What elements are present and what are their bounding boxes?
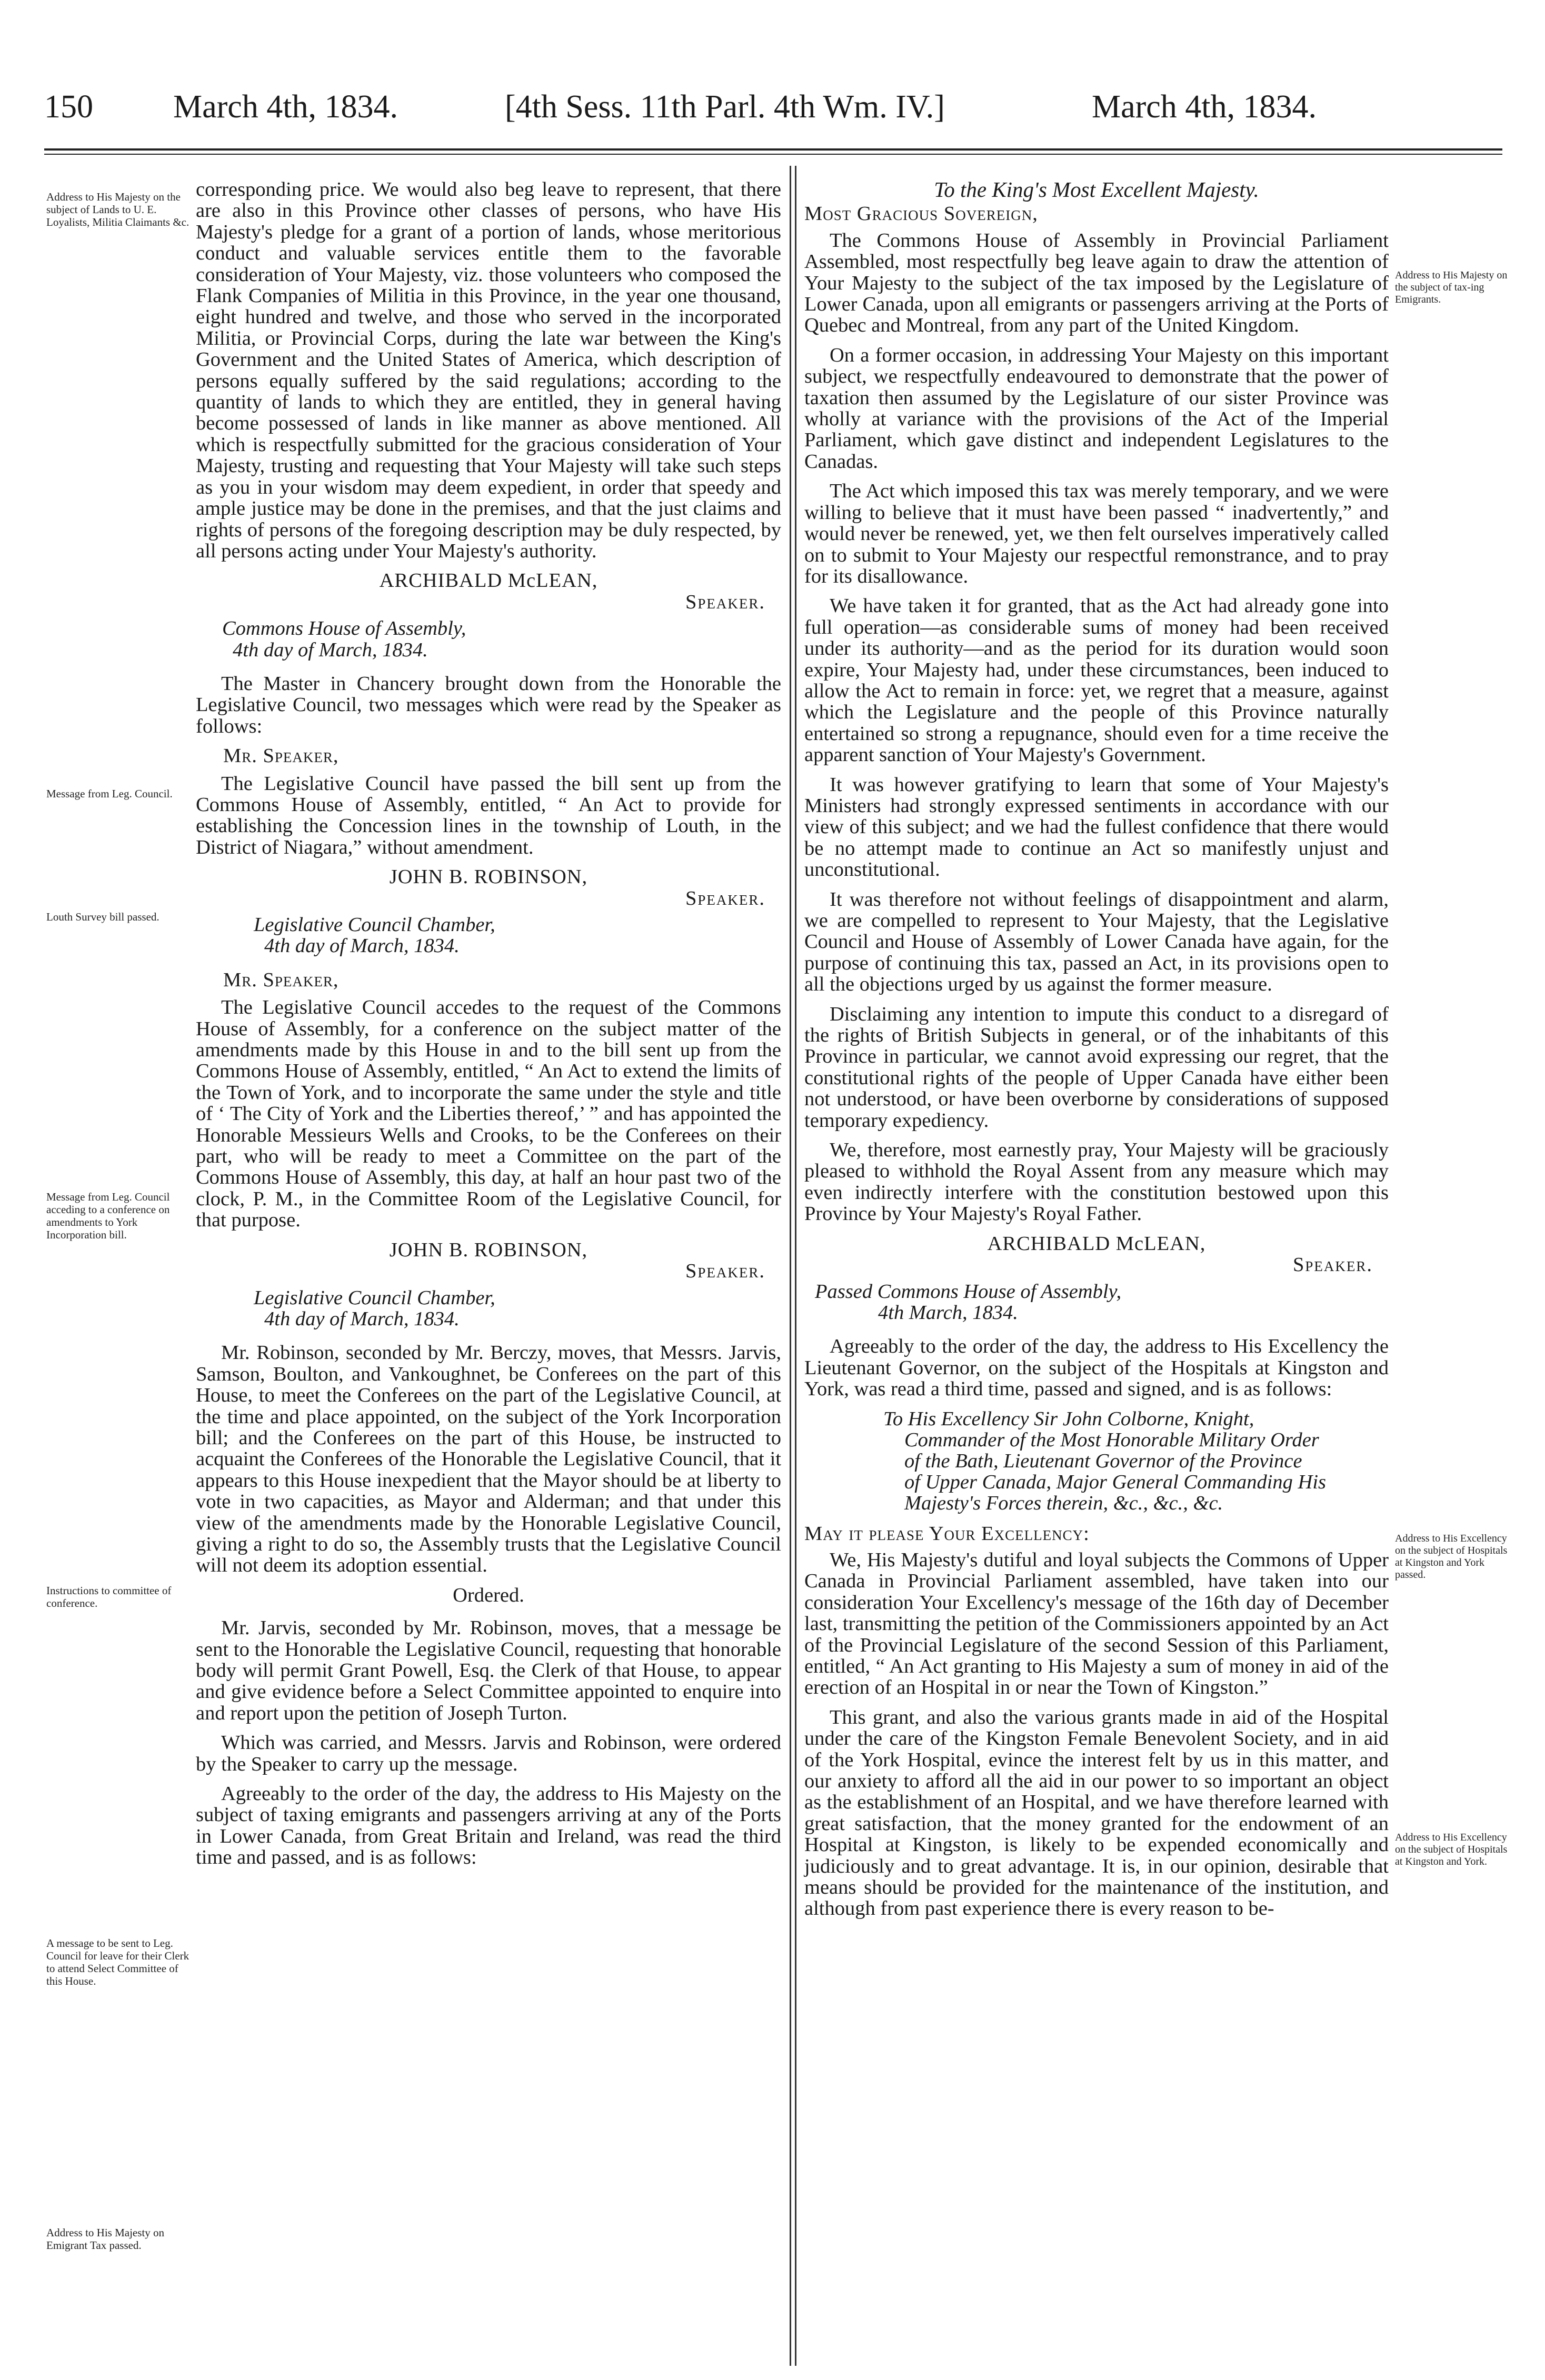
paragraph-former-occasion: On a former occasion, in addressing Your Majesty on this important subject, we respectfully endeavoured to demonstrate that the power of taxation then assumed by the Legislature of our sister Province was wholly at variance with the provisions of the Act of the Imperial Parliament, which gave distinct and independent Legislatures to the Canadas. [804,344,1389,473]
header-date-left: March 4th, 1834. [173,89,398,125]
excellency-line: of the Bath, Lieutenant Governor of the Province [904,1449,1302,1472]
paragraph-pray: We, therefore, most earnestly pray, Your Majesty will be graciously pleased to withhold the Royal Assent from any measure which may even indirectly interfere with the constitution bestowed upon this Province by Your Majesty's Royal Father. [804,1139,1389,1225]
margin-note-instructions: Instructions to committee of conference. [46,1584,172,1609]
paragraph-taken-for-granted: We have taken it for granted, that as the Act had already gone into full operation—as considerable sums of money had been received under its authority—and as the period for its duration would soon expire, Your Majesty had, under these circumstances, been induced to allow the Act to remain in force: yet, we regret that a measure, against which the Legislature and the people of this Province naturally entertained so strong a repugnance, should even for a time receive the apparent sanction of Your Majesty's Government. [804,595,1389,766]
ordered-label: Ordered. [453,1584,524,1606]
column-divider-left [790,166,791,2366]
excellency-line: Majesty's Forces therein, &c., &c., &c. [904,1492,1223,1514]
margin-note-louth-survey: Louth Survey bill passed. [46,911,160,923]
dateline-council [196,1287,781,1330]
paragraph-gratifying: It was however gratifying to learn that some of Your Majesty's Ministers had strongly expressed sentiments in accordance with our view of this subject; and we had the fullest confidence that there would be no attempt made to continue an Act so manifestly unjust and unconstitutional. [804,773,1389,881]
dateline-line: Legislative Council Chamber, [254,914,495,936]
paragraph-tax-intro: The Commons House of Assembly in Provincial Parliament Assembled, most respectfully beg leave again to draw the attention of Your Majesty to the subject of the tax imposed by the Legislature of Lower Canada, upon all emigrants or passengers arriving at the Ports of Quebec and Montreal, from any part of the United Kingdom. [804,229,1389,337]
signature-title: Speaker. [685,591,765,613]
salutation-excellency: May it please Your Excellency: [804,1522,1090,1545]
paragraph-disappointment: It was therefore not without feelings of disappointment and alarm, we are compelled to represent to Your Majesty, that the Legislative Council and House of Assembly of Lower Canada have again, for the purpose of continuing this tax, passed an Act, in its provisions open to all the objections urged by us against the former measure. [804,888,1389,996]
salutation-sovereign: Most Gracious Sovereign, [804,203,1038,225]
paragraph-emigrant-address: Agreeably to the order of the day, the address to His Majesty on the subject of taxing emigrants and passengers arriving at any of the Ports in Lower Canada, from Great Britain and Ireland, was read the third time and passed, and is as follows: [196,1783,781,1869]
right-column [804,179,1389,1928]
paragraph-carried: Which was carried, and Messrs. Jarvis and Robinson, were ordered by the Speaker to carry up the message. [196,1732,781,1775]
address-title-excellency [883,1408,1389,1514]
paragraph-disclaiming: Disclaiming any intention to impute this conduct to a disregard of the rights of British Subjects in general, or of the inhabitants of this Province in particular, we cannot avoid expressing our regret, that the constitutional rights of the people of Upper Canada have either been not understood, or have been overborne by considerations of supposed temporary expediency. [804,1003,1389,1132]
paragraph-louth-bill: The Legislative Council have passed the bill sent up from the Commons House of Assembly, entitled, “ An Act to provide for establishing the Concession lines in the township of Louth, in the District of Niagara,” without amendment. [196,772,781,858]
dateline-line: Legislative Council Chamber, [254,1286,495,1309]
signature-mclean: ARCHIBALD McLEAN, [379,569,598,592]
paragraph-clerk-message: Mr. Jarvis, seconded by Mr. Robinson, moves, that a message be sent to the Honorable the Legislative Council, requesting that honorable body will permit Grant Powell, Esq. the Clerk of that House, to appear and give evidence before a Select Committee appointed to enquire into and report upon the petition of Joseph Turton. [196,1617,781,1724]
salutation-mr-speaker: Mr. Speaker, [223,968,339,991]
signature-robinson: JOHN B. ROBINSON, [389,866,588,888]
dateline-line: 4th day of March, 1834. [264,935,460,957]
margin-note-hospitals: Address to His Excellency on the subject of Hospitals at Kingston and York. [1395,1832,1508,1867]
dateline-passed [804,1281,1389,1324]
signature-mclean: ARCHIBALD McLEAN, [987,1232,1206,1255]
dateline-council [196,914,781,957]
dateline-line: 4th day of March, 1834. [233,638,428,661]
dateline-commons [196,618,781,661]
paragraph-hospital-address: Agreeably to the order of the day, the address to His Excellency the Lieutenant Governor, on the subject of the Hospitals at Kingston and York, was read a third time, passed and signed, and is as follows: [804,1335,1389,1401]
excellency-line: Commander of the Most Honorable Military Order [904,1428,1319,1451]
margin-note-york-conference: Message from Leg. Council acceding to a conference on amendments to York Incorporation bill. [46,1191,170,1241]
header-rule-thin [44,154,1502,155]
paragraph-dutiful-subjects: We, His Majesty's dutiful and loyal subjects the Commons of Upper Canada in Provincial Parliament assembled, have taken into our consideration Your Excellency's message of the 16th day of December last, transmitting the petition of the Commissioners appointed by an Act of the Provincial Legislature of the second Session of this Parliament, entitled, “ An Act granting to His Majesty a sum of money in aid of the erection of an Hospital in or near the Town of Kingston.” [804,1548,1389,1699]
header-date-right: March 4th, 1834. [1092,89,1317,125]
dateline-line: 4th day of March, 1834. [264,1307,460,1330]
salutation-mr-speaker: Mr. Speaker, [223,745,339,767]
dateline-line: Passed Commons House of Assembly, [815,1280,1122,1303]
margin-note-loyalists: Address to His Majesty on the subject of Lands to U. E. Loyalists, Militia Claimants &c. [46,191,190,228]
signature-title: Speaker. [685,1260,765,1283]
signature-title: Speaker. [685,887,765,909]
excellency-line: of Upper Canada, Major General Commanding His [904,1471,1326,1493]
margin-note-hospitals-passed: Address to His Excellency on the subject of Hospitals at Kingston and York passed. [1395,1533,1508,1581]
margin-note-taxing-emigrants: Address to His Majesty on the subject of tax-ing Emigrants. [1395,269,1508,305]
margin-note-clerk-message: A message to be sent to Leg. Council for leave for their Clerk to attend Select Committee of this House. [46,1937,190,1987]
column-divider-right [795,166,796,2366]
address-title-king: To the King's Most Excellent Majesty. [934,177,1259,202]
paragraph-york-conference: The Legislative Council accedes to the request of the Commons House of Assembly, for a conference on the subject matter of the amendments made by this House in and to the bill sent up from the Commons House of Assembly, entitled, “ An Act to extend the limits of the Town of York, and to incorporate the same under the style and title of ‘ The City of York and the Liberties thereof,’ ” and has appointed the Honorable Messieurs Wells and Crooks, to be the Conferees on their part, who will be ready to meet a Committee on the part of the Commons House of Assembly, this day, at half an hour past two of the clock, P. M., in the Committee Room of the Legislative Council, for that purpose. [196,996,781,1232]
dateline-line: 4th March, 1834. [878,1301,1018,1324]
excellency-line: To His Excellency Sir John Colborne, Knight, [883,1407,1254,1430]
page-number: 150 [44,89,93,125]
paragraph-loyalists: corresponding price. We would also beg leave to represent, that there are also in this Province other classes of persons, who have His Majesty's pledge for a grant of a portion of lands, whose meritorious conduct and valuable services entitle them to the favorable consideration of Your Majesty, viz. those volunteers who composed the Flank Companies of Militia in this Province, in the year one thousand, eight hundred and twelve, and those who served in the incorporated Militia, or Provincial Corps, during the late war between the King's Government and the United States of America, which description of persons equally suffered by the said regulations; according to the quantity of lands to which they are entitled, they in general having become possessed of lands in like manner as above mentioned. All which is respectfully submitted for the gracious consideration of Your Majesty, trusting and requesting that Your Majesty will take such steps as you in your wisdom may deem expedient, in order that speedy and ample justice may be done in the premises, and that the just claims and rights of persons of the foregoing description may be duly respected, by all persons acting under Your Majesty's authority. [196,178,781,562]
paragraph-grant: This grant, and also the various grants made in aid of the Hospital under the care of the Kingston Female Benevolent Society, and in aid of the York Hospital, evince the interest felt by us in this matter, and our anxiety to afford all the aid in our power to so important an object as the establishment of an Hospital, and we have therefore learned with great satisfaction, that the money granted for the endowment of an Hospital at Kingston, is likely to be expended economically and judiciously and to great advantage. It is, in our opinion, desirable that means should be provided for the maintenance of the institution, and although from past experience there is every reason to be- [804,1706,1389,1920]
dateline-line: Commons House of Assembly, [222,617,466,640]
paragraph-conferees: Mr. Robinson, seconded by Mr. Berczy, moves, that Messrs. Jarvis, Samson, Boulton, and Vankoughnet, be Conferees on the part of this House, to meet the Conferees on the part of the Legislative Council, at the time and place appointed, on the subject of the York Incorporation bill; and the Conferees on the part of this House, be instructed to acquaint the Conferees of the Honorable the Legislative Council, that it appears to this House inexpedient that the Mayor should be at liberty to vote in two capacities, as Mayor and Alderman; and that under this view of the amendments made by the Honorable Legislative Council, giving a right to do so, the Assembly trusts that the Legislative Council will not deem its adoption essential. [196,1342,781,1577]
signature-robinson: JOHN B. ROBINSON, [389,1238,588,1261]
left-column [196,179,781,1877]
margin-note-emigrant-tax: Address to His Majesty on Emigrant Tax passed. [46,2226,164,2252]
page-header [44,88,1502,136]
signature-title: Speaker. [1292,1254,1373,1276]
paragraph-master-chancery: The Master in Chancery brought down from the Honorable the Legislative Council, two messages which were read by the Speaker as follows: [196,672,781,737]
header-session: [4th Sess. 11th Parl. 4th Wm. IV.] [505,89,945,125]
paragraph-temporary-act: The Act which imposed this tax was merely temporary, and we were willing to believe that it must have been passed “ inadvertently,” and would never be renewed, yet, we then felt ourselves imperatively called on to submit to Your Majesty our respectful remonstrance, and to pray for its disallowance. [804,480,1389,587]
margin-note-message-leg-council: Message from Leg. Council. [46,787,173,800]
header-rule-thick [44,148,1502,151]
